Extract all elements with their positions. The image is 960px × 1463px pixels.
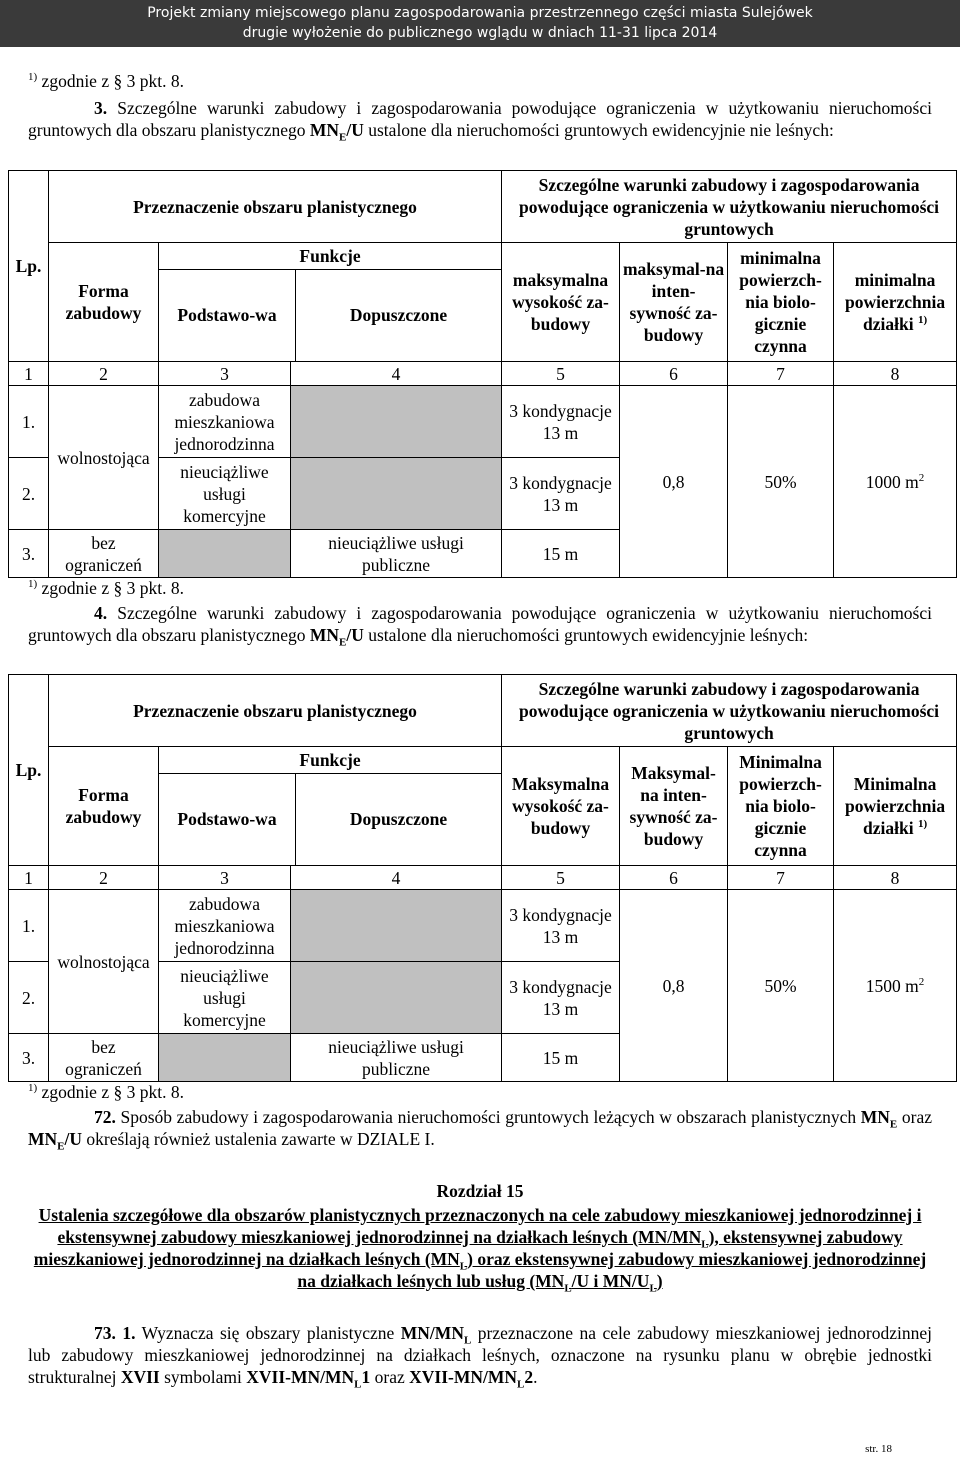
header-przeznaczenie: Przeznaczenie obszaru planistycznego bbox=[49, 171, 502, 243]
header-forma: Forma zabudowy bbox=[49, 243, 159, 362]
table-forest bbox=[8, 674, 957, 1082]
shaded-cell bbox=[291, 386, 502, 458]
header-min-bio: Minimalna powierzch-nia biolo-gicznie czynna bbox=[728, 747, 834, 866]
header-funkcje: Funkcje bbox=[159, 243, 501, 269]
section-3-paragraph: 3. Szczególne warunki zabudowy i zagospodarowania powodujące ograniczenia w użytkowaniu nieruchomości gruntowych dla obszaru planistycznego $MN_E/U$ ustalone dla nieruchomości gruntowych ewidencyjnie nie leśnych: bbox=[28, 98, 933, 144]
page-number: str. 18 bbox=[865, 1443, 892, 1455]
shaded-cell bbox=[291, 890, 502, 962]
header-line-2: drugie wyłożenie do publicznego wglądu w dniach 11-31 lipca 2014 bbox=[242, 25, 718, 41]
header-min-plot: minimalna powierzchnia działki $^{1)}$ bbox=[834, 243, 957, 362]
col-lp-header: Lp. bbox=[9, 171, 49, 362]
table-nonforest bbox=[8, 170, 957, 578]
cell-forma: wolnostojąca bbox=[49, 386, 159, 530]
cell-area: 1500 $m^2$ bbox=[834, 890, 957, 1082]
header-max-height: maksymalna wysokość za-budowy bbox=[502, 243, 620, 362]
header-max-intensity: maksymal-na inten-sywność za-budowy bbox=[620, 243, 728, 362]
table-row: 1. wolnostojąca zabudowa mieszkaniowa jednorodzinna 3 kondygnacje 13 m 0,8 50% 1500 $m^2$ bbox=[9, 890, 957, 962]
shaded-cell bbox=[159, 1034, 291, 1082]
header-dopuszczone: Dopuszczone bbox=[349, 305, 448, 326]
header-przeznaczenie: Przeznaczenie obszaru planistycznego bbox=[49, 675, 502, 747]
header-funkcje-group bbox=[159, 747, 502, 866]
chapter-title: Rozdział 15 bbox=[436, 1181, 524, 1201]
cell-area: 1000 $m^2$ bbox=[834, 386, 957, 578]
header-warunki: Szczególne warunki zabudowy i zagospodarowania powodujące ograniczenia w użytkowaniu nieruchomości gruntowych bbox=[502, 171, 957, 243]
footnote-2: $^{1)}$ zgodnie z § 3 pkt. 8. bbox=[28, 1082, 184, 1102]
footnote-top: $^{1)}$ zgodnie z § 3 pkt. 8. bbox=[28, 71, 184, 91]
col-lp-header: Lp. bbox=[9, 675, 49, 866]
paragraph-73: 73. 1. Wyznacza się obszary planistyczne $MN/MN_L$ przeznaczone na cele zabudowy mieszkaniowej jednorodzinnej lub zabudowy mieszkaniowej jednorodzinnej na działkach leśnych, oznaczone na rysunku planu w obrębie jednostki strukturalnej XVII symbolami XVII-$MN/MN_L1$ oraz XVII-$MN/MN_L2$. bbox=[28, 1323, 932, 1391]
shaded-cell bbox=[291, 962, 502, 1034]
header-podstawowa: Podstawo-wa bbox=[159, 773, 296, 865]
header-min-plot: Minimalna powierzchnia działki $^{1)}$ bbox=[834, 747, 957, 866]
chapter-subtitle: Ustalenia szczegółowe dla obszarów planistycznych przeznaczonych na cele zabudowy mieszkaniowej jednorodzinnej i ekstensywnej zabudowy mieszkaniowej jednorodzinnej na działkach leśnych $(MN/MN_L)$, ekstensywnej zabudowy mieszkaniowej jednorodzinnej na działkach leśnych $(MN_L)$ oraz ekstensywnej zabudowy mieszkaniowej jednorodzinnej na działkach leśnych lub usług ($MN_L/U$ i $MN/U_L$) bbox=[33, 1205, 927, 1295]
section-4-paragraph: 4. Szczególne warunki zabudowy i zagospodarowania powodujące ograniczenia w użytkowaniu nieruchomości gruntowych dla obszaru planistycznego $MN_E/U$ ustalone dla nieruchomości gruntowych ewidencyjnie leśnych: bbox=[28, 603, 933, 649]
table-row: 1. wolnostojąca zabudowa mieszkaniowa jednorodzinna 3 kondygnacje 13 m 0,8 50% 1000 $m^2$ bbox=[9, 386, 957, 458]
shaded-cell bbox=[159, 530, 291, 578]
header-max-intensity: Maksymal-na inten-sywność za-budowy bbox=[620, 747, 728, 866]
header-forma: Forma zabudowy bbox=[49, 747, 159, 866]
footnote-1: $^{1)}$ zgodnie z § 3 pkt. 8. bbox=[28, 578, 184, 598]
cell-forma: wolnostojąca bbox=[49, 890, 159, 1034]
header-max-height: Maksymalna wysokość za-budowy bbox=[502, 747, 620, 866]
table-row: 3. bez ograniczeń nieuciążliwe usługi publiczne 15 m bbox=[9, 1034, 957, 1082]
table-row-numbers: 1 2 3 4 5 6 7 8 bbox=[9, 362, 957, 386]
table-row: 2. nieuciążliwe usługi komercyjne 3 kondygnacje 13 m bbox=[9, 458, 957, 530]
table-row-numbers: 1 2 3 4 5 6 7 8 bbox=[9, 866, 957, 890]
shaded-cell bbox=[291, 458, 502, 530]
paragraph-72: 72. Sposób zabudowy i zagospodarowania nieruchomości gruntowych leżących w obszarach planistycznych $MN_E$ oraz $MN_E/U$ określają również ustalenia zawarte w DZIALE I. bbox=[28, 1107, 932, 1153]
header-funkcje: Funkcje bbox=[159, 747, 501, 773]
header-dopuszczone: Dopuszczone bbox=[349, 809, 448, 830]
table-row: 2. nieuciążliwe usługi komercyjne 3 kondygnacje 13 m bbox=[9, 962, 957, 1034]
header-warunki: Szczególne warunki zabudowy i zagospodarowania powodujące ograniczenia w użytkowaniu nieruchomości gruntowych bbox=[502, 675, 957, 747]
header-min-bio: minimalna powierzch-nia biolo-gicznie czynna bbox=[728, 243, 834, 362]
header-podstawowa: Podstawo-wa bbox=[159, 269, 296, 361]
table-row: 3. bez ograniczeń nieuciążliwe usługi publiczne 15 m bbox=[9, 530, 957, 578]
document-header-banner bbox=[0, 0, 960, 47]
header-funkcje-group bbox=[159, 243, 502, 362]
header-line-1: Projekt zmiany miejscowego planu zagospodarowania przestrzennego części miasta Sulejówek bbox=[147, 5, 813, 21]
